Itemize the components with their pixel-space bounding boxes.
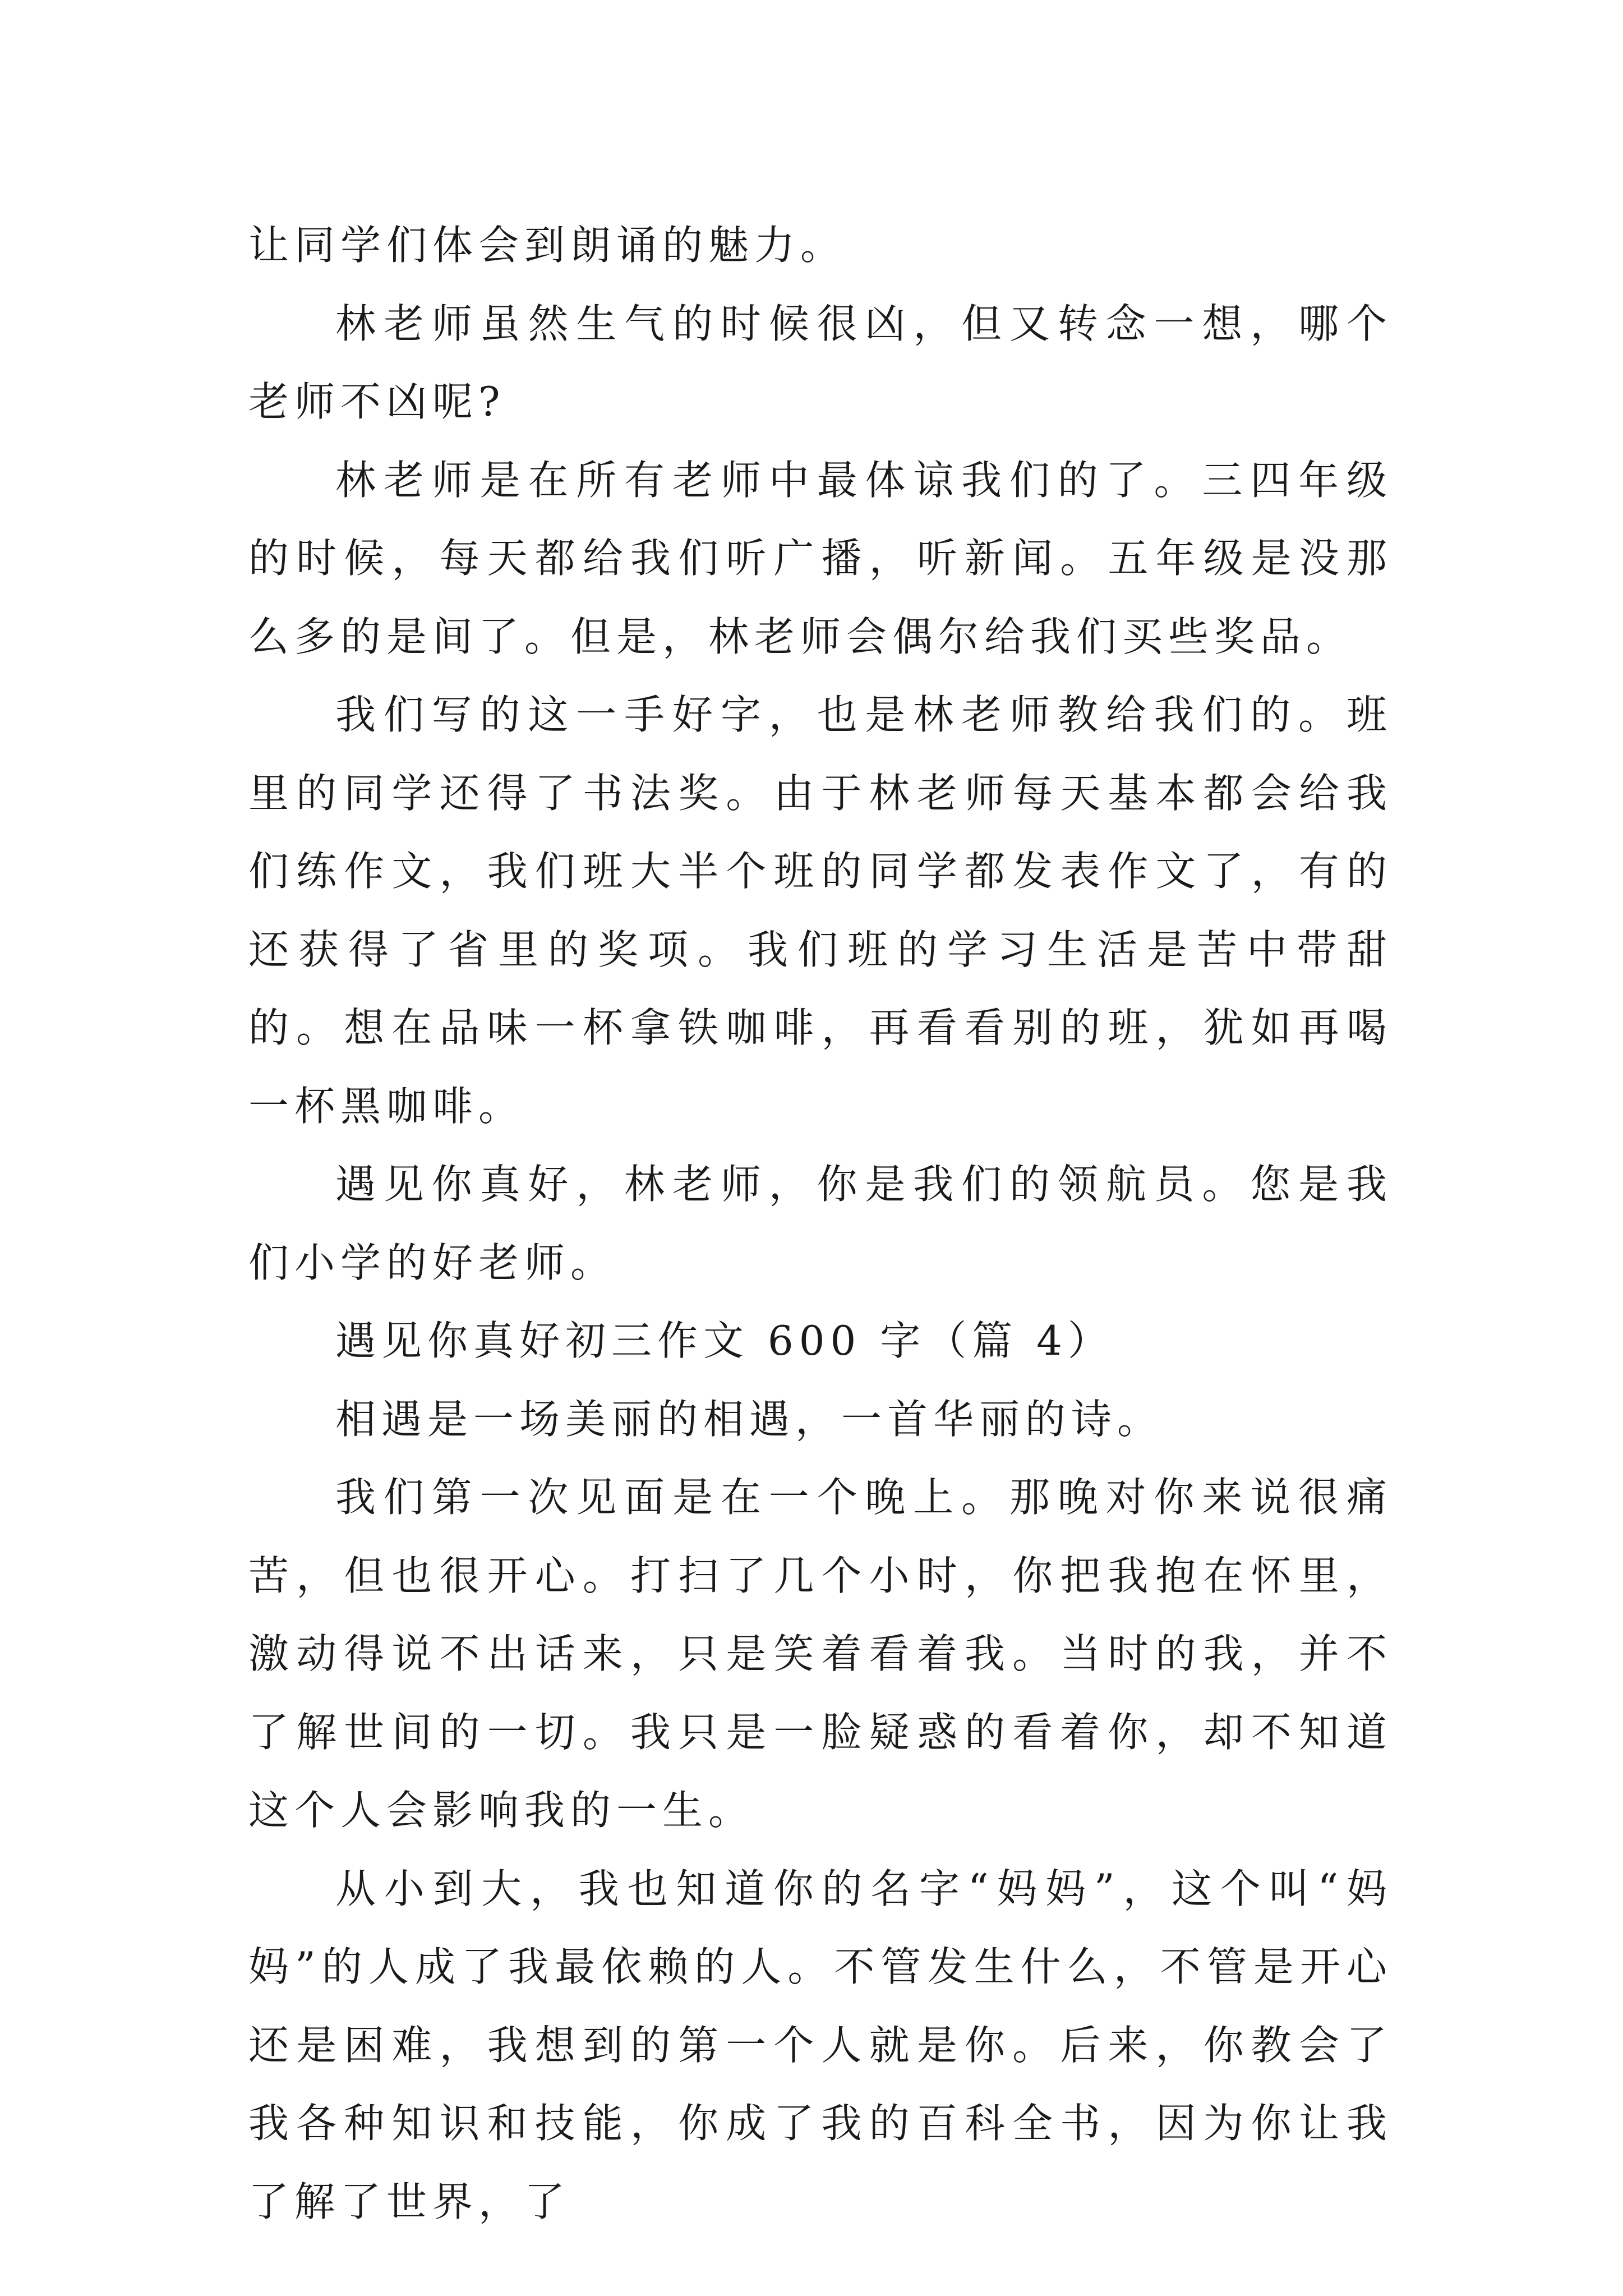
document-body — [248, 206, 1393, 2241]
paragraph-4: 我们写的这一手好字，也是林老师教给我们的。班里的同学还得了书法奖。由于林老师每天基本都会给我们练作文，我们班大半个班的同学都发表作文了，有的还获得了省里的奖项。我们班的学习生活是苦中带甜的。想在品味一杯拿铁咖啡，再看看别的班，犹如再喝一杯黑咖啡。 — [248, 691, 1393, 1130]
paragraph-7: 相遇是一场美丽的相遇，一首华丽的诗。 — [335, 1395, 1164, 1443]
paragraph-2: 林老师虽然生气的时候很凶，但又转念一想，哪个老师不凶呢? — [248, 300, 1393, 425]
paragraph-3: 林老师是在所有老师中最体谅我们的了。三四年级的时候，每天都给我们听广播，听新闻。五年级是没那么多的是间了。但是，林老师会偶尔给我们买些奖品。 — [248, 456, 1393, 660]
section-heading: 遇见你真好初三作文 600 字（篇 4） — [335, 1317, 1114, 1364]
paragraph-1: 让同学们体会到朗诵的魅力。 — [248, 222, 847, 269]
paragraph-5: 遇见你真好，林老师，你是我们的领航员。您是我们小学的好老师。 — [248, 1161, 1393, 1286]
paragraph-8: 我们第一次见面是在一个晚上。那晚对你来说很痛苦，但也很开心。打扫了几个小时，你把我抱在怀里，激动得说不出话来，只是笑着看着我。当时的我，并不了解世间的一切。我只是一脸疑惑的看着你，却不知道这个人会影响我的一生。 — [248, 1474, 1393, 1834]
paragraph-9: 从小到大，我也知道你的名字“妈妈”，这个叫“妈妈”的人成了我最依赖的人。不管发生什么，不管是开心还是困难，我想到的第一个人就是你。后来，你教会了我各种知识和技能，你成了我的百科全书，因为你让我了解了世界，了 — [248, 1865, 1393, 2225]
